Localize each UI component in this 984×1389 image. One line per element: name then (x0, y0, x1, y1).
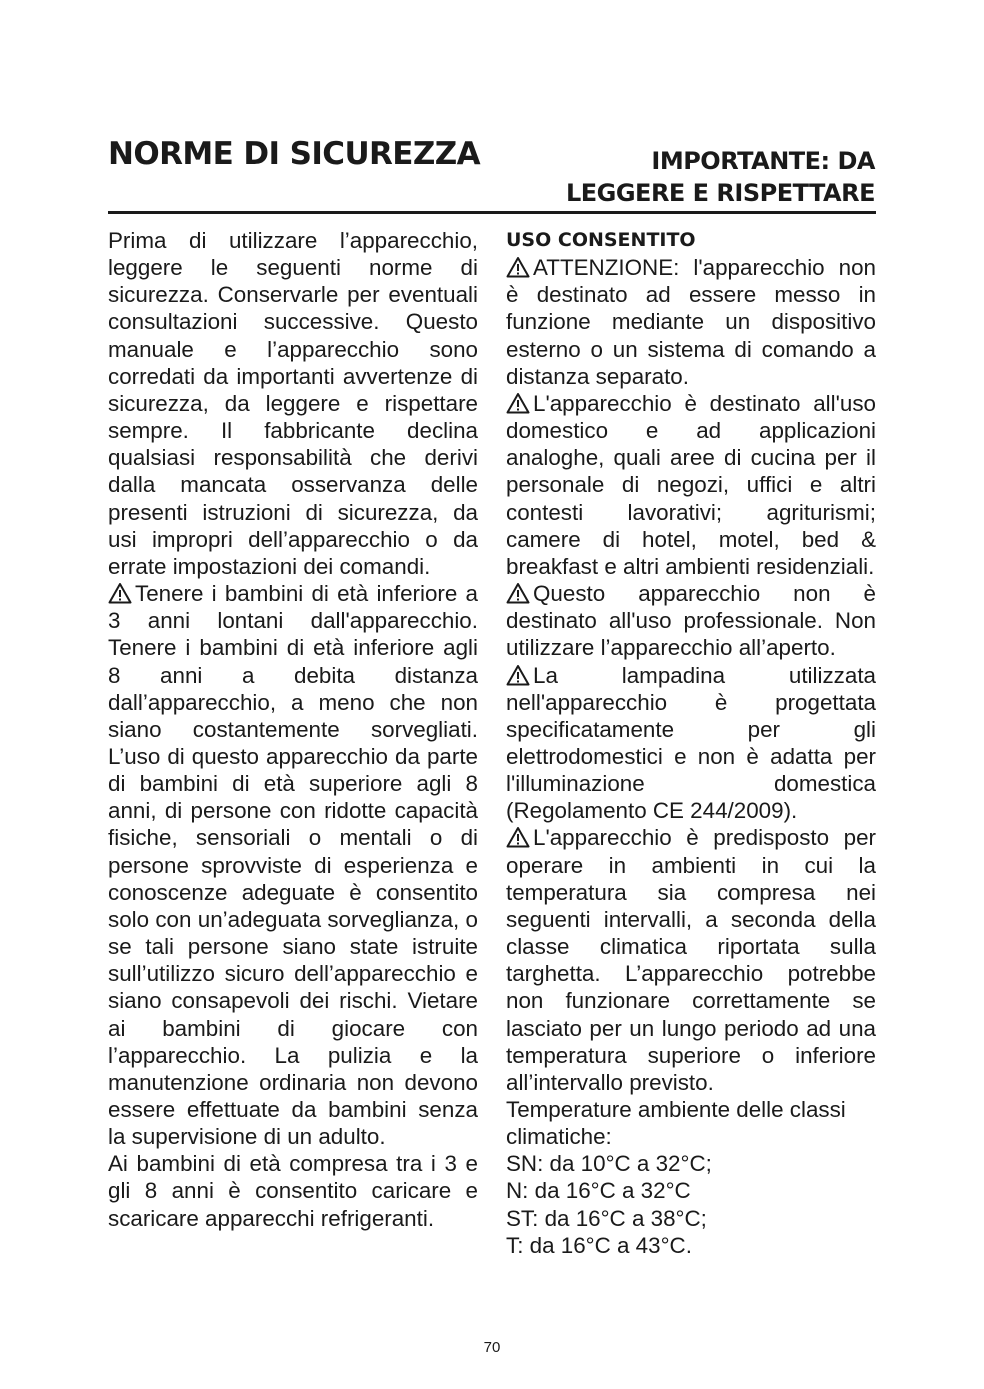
header-divider (108, 211, 876, 214)
climate-intro: Temperature ambiente delle classi climatiche: (506, 1097, 846, 1150)
children-warning-paragraph (108, 580, 478, 1150)
climate-warning-text: L'apparecchio è predisposto per operare in ambienti in cui la temperatura sia compresa nei seguenti intervalli, a seconda della classe climatica riportata sulla targhetta. L’apparecchio potrebbe non funzionare correttamente se lasciato per un lungo periodo ad una temperatura superiore o inferiore all’intervallo previsto. (506, 825, 876, 1095)
warning-icon (506, 664, 530, 686)
domestic-warning-paragraph (506, 390, 876, 580)
right-column (506, 227, 876, 1259)
remote-warning-paragraph (506, 254, 876, 390)
lamp-warning-paragraph (506, 662, 876, 825)
children-warning-text: Tenere i bambini di età inferiore a 3 anni lontani dall'apparecchio. Tenere i bambini di età inferiore agli 8 anni a debita distanza dall’apparecchio, a meno che non siano costantemente sorvegliati. L’uso di questo apparecchio da parte di bambini di età superiore agli 8 anni, di persone con ridotte capacità fisiche, sensoriali o mentali o di persone sprovviste di esperienza e conoscenze adeguate è consentito solo con un’adeguata sorveglianza, o se tali persone siano state istruite sull’utilizzo sicuro dell’apparecchio e siano consapevoli dei rischi. Vietare ai bambini di giocare con l’apparecchio. La pulizia e la manutenzione ordinaria non devono essere effettuate da bambini senza la supervisione di un adulto. (108, 581, 478, 1150)
remote-warning-text: ATTENZIONE: l'apparecchio non è destinato ad essere messo in funzione mediante un dispositivo esterno o un sistema di comando a distanza separato. (506, 255, 876, 389)
page-number: 70 (483, 1339, 501, 1356)
subtitle-line-1: IMPORTANTE: DA (651, 147, 875, 175)
climate-class-item: T: da 16°C a 43°C. (506, 1232, 692, 1258)
intro-paragraph: Prima di utilizzare l’apparecchio, leggere le seguenti norme di sicurezza. Conservarle per eventuali consultazioni successive. Questo manuale e l’apparecchio sono corredati da importanti avvertenze di sicurezza, da leggere e rispettare sempre. Il fabbricante declina qualsiasi responsabilità che derivi dalla mancata osservanza delle presenti istruzioni di sicurezza, da usi impropri dell’apparecchio o da errate impostazioni dei comandi. (108, 228, 478, 579)
page-title: NORME DI SICUREZZA (108, 136, 481, 172)
climate-class-item: N: da 16°C a 32°C (506, 1178, 691, 1204)
subtitle-line-2: LEGGERE E RISPETTARE (565, 179, 875, 207)
climate-class-item: SN: da 10°C a 32°C; (506, 1151, 712, 1177)
lamp-warning-text: La lampadina utilizzata nell'apparecchio è progettata specificatamente per gli elettrodomestici e non è adatta per l'illuminazione domestica (Regolamento CE 244/2009). (506, 662, 876, 824)
climate-warning-paragraph (506, 824, 876, 1096)
warning-icon (108, 582, 132, 604)
climate-class-item: ST: da 16°C a 38°C; (506, 1205, 707, 1231)
warning-icon (506, 256, 530, 278)
section-heading: USO CONSENTITO (506, 229, 696, 251)
children-loading-paragraph: Ai bambini di età compresa tra i 3 e gli 8 anni è consentito caricare e scaricare apparecchi refrigeranti. (108, 1151, 478, 1231)
left-column (108, 227, 478, 1232)
professional-warning-paragraph (506, 580, 876, 661)
page-subtitle (455, 145, 875, 209)
professional-warning-text: Questo apparecchio non è destinato all'uso professionale. Non utilizzare l’apparecchio all’aperto. (506, 581, 876, 661)
domestic-warning-text: L'apparecchio è destinato all'uso domestico e ad applicazioni analoghe, quali aree di cucina per il personale di negozi, uffici e altri contesti lavorativi; agriturismi; camere di hotel, motel, bed & breakfast e altri ambienti residenziali. (506, 390, 876, 579)
warning-icon (506, 826, 530, 848)
warning-icon (506, 582, 530, 604)
warning-icon (506, 392, 530, 414)
